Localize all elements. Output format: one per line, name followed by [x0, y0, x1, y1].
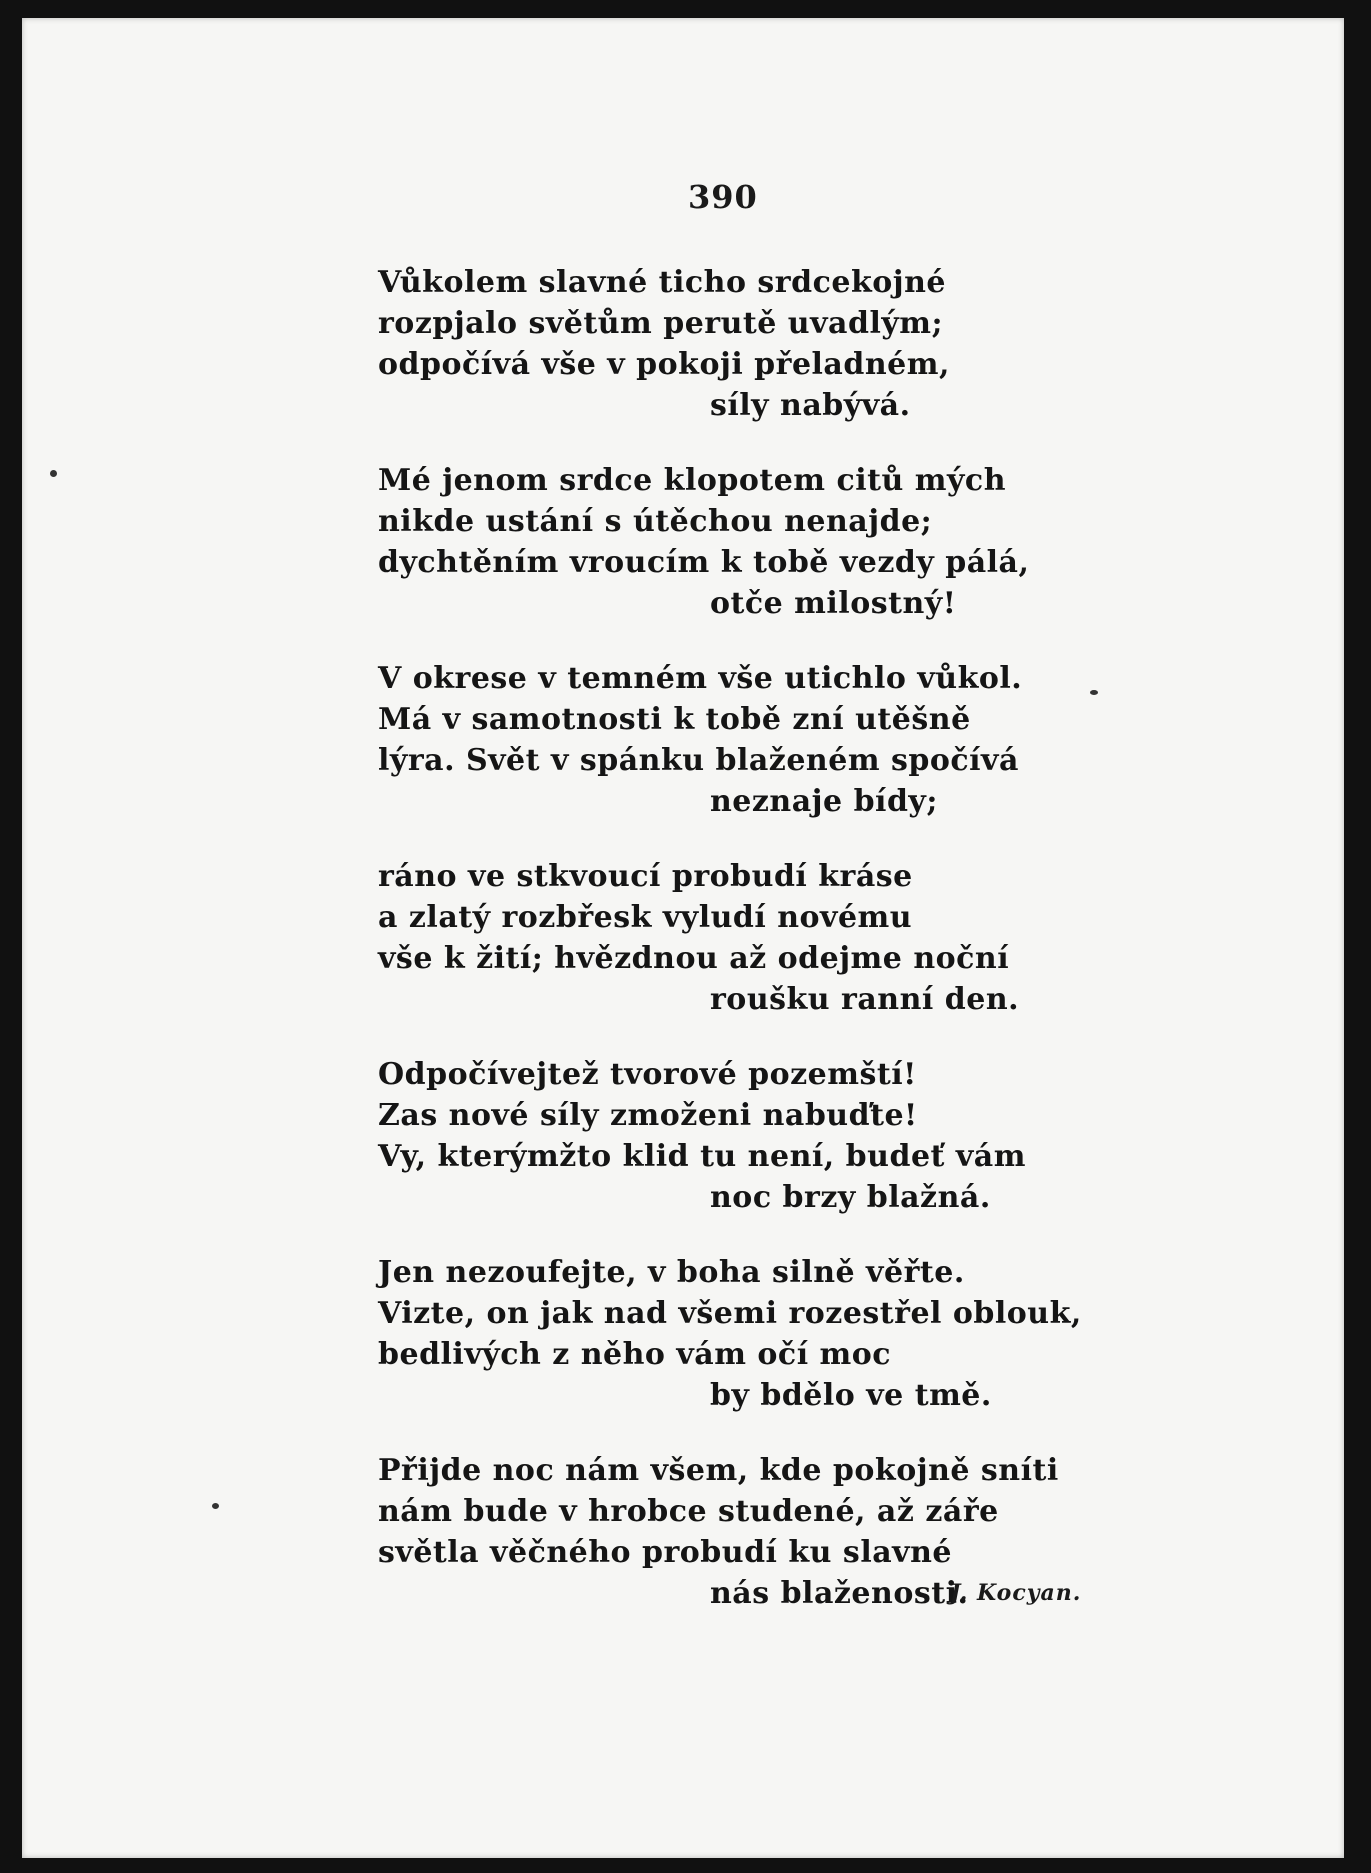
- poem-line: Zas nové síly zmoženi nabuďte!: [378, 1098, 918, 1133]
- poem-line: Přijde noc nám všem, kde pokojně sníti: [378, 1453, 1059, 1488]
- poem-line: vše k žití; hvězdnou až odejme noční: [378, 941, 1010, 976]
- poem-line-indented: by bdělo ve tmě.: [710, 1378, 992, 1413]
- poem-line-indented: noc brzy blažná.: [710, 1180, 991, 1215]
- poem-line: Vůkolem slavné ticho srdcekojné: [378, 265, 946, 300]
- stanza: [378, 1252, 1082, 1416]
- poem-line: odpočívá vše v pokoji přeladném,: [378, 347, 950, 382]
- poem-line: bedlivých z něho vám očí moc: [378, 1337, 892, 1372]
- author-signature: J. Kocyan.: [950, 1580, 1082, 1606]
- poem-line: rozpjalo světům perutě uvadlým;: [378, 306, 944, 341]
- poem-line: V okrese v temném vše utichlo vůkol.: [378, 661, 1023, 696]
- poem-line: Vy, kterýmžto klid tu není, budeť vám: [378, 1139, 1026, 1174]
- poem-line: Vizte, on jak nad všemi rozestřel oblouk,: [378, 1296, 1082, 1331]
- stanza: [378, 262, 1078, 426]
- poem-line: Odpočívejtež tvorové pozemští!: [378, 1057, 917, 1092]
- poem-line-indented: roušku ranní den.: [710, 982, 1020, 1017]
- poem: [378, 262, 1082, 1648]
- stanza: [378, 658, 1078, 822]
- stanza: [378, 460, 1078, 624]
- poem-line: nikde ustání s útěchou nenajde;: [378, 504, 933, 539]
- stanza: [378, 856, 1078, 1020]
- print-speck: [212, 1503, 219, 1509]
- poem-line: ráno ve stkvoucí probudí kráse: [378, 859, 913, 894]
- poem-line-indented: síly nabývá.: [710, 388, 911, 423]
- poem-line: Mé jenom srdce klopotem citů mých: [378, 463, 1006, 498]
- print-speck: [50, 470, 57, 477]
- poem-line: Jen nezoufejte, v boha silně věřte.: [378, 1255, 965, 1290]
- print-speck: [1090, 690, 1098, 695]
- poem-line: a zlatý rozbřesk vyludí novému: [378, 900, 913, 935]
- poem-line: Má v samotnosti k tobě zní utěšně: [378, 702, 971, 737]
- stanza: [378, 1054, 1078, 1218]
- poem-line-indented: otče milostný!: [710, 586, 957, 621]
- poem-line: nám bude v hrobce studené, až záře: [378, 1494, 999, 1529]
- poem-line: světla věčného probudí ku slavné: [378, 1535, 952, 1570]
- poem-line-indented: nás blaženosti.: [710, 1576, 969, 1611]
- poem-line: lýra. Svět v spánku blaženém spočívá: [378, 743, 1019, 778]
- poem-line-indented: neznaje bídy;: [710, 784, 938, 819]
- poem-line: dychtěním vroucím k tobě vezdy pálá,: [378, 545, 1030, 580]
- page-number: 390: [688, 178, 758, 216]
